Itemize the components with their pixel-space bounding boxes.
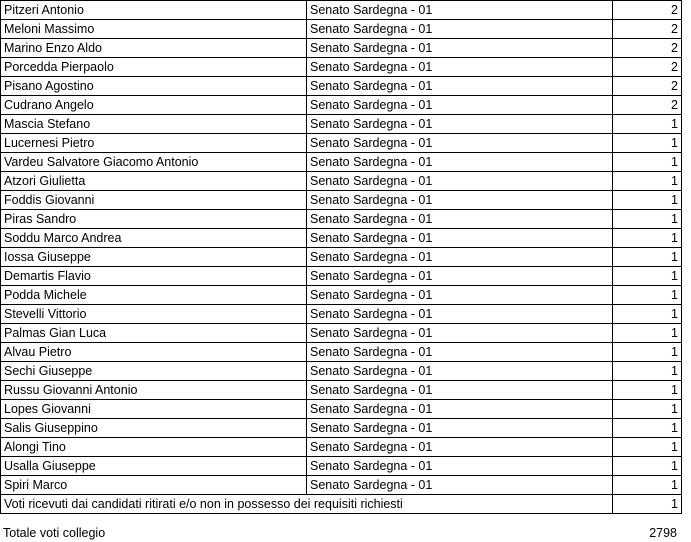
- candidate-name: Lucernesi Pietro: [1, 134, 307, 153]
- candidate-name: Pisano Agostino: [1, 77, 307, 96]
- candidate-name: Alongi Tino: [1, 438, 307, 457]
- table-row: [1, 286, 682, 305]
- collegio-name: Senato Sardegna - 01: [307, 267, 613, 286]
- collegio-name: Senato Sardegna - 01: [307, 96, 613, 115]
- vote-count: 2: [613, 77, 682, 96]
- table-row: [1, 457, 682, 476]
- collegio-name: Senato Sardegna - 01: [307, 20, 613, 39]
- candidate-name: Pitzeri Antonio: [1, 1, 307, 20]
- collegio-name: Senato Sardegna - 01: [307, 286, 613, 305]
- table-row: [1, 343, 682, 362]
- vote-count: 1: [613, 172, 682, 191]
- vote-count: 2: [613, 96, 682, 115]
- vote-count: 1: [613, 267, 682, 286]
- candidate-name: Marino Enzo Aldo: [1, 39, 307, 58]
- candidate-name: Alvau Pietro: [1, 343, 307, 362]
- vote-count: 1: [613, 400, 682, 419]
- vote-count: 1: [613, 305, 682, 324]
- table-row: [1, 77, 682, 96]
- collegio-name: Senato Sardegna - 01: [307, 172, 613, 191]
- candidate-name: Lopes Giovanni: [1, 400, 307, 419]
- collegio-name: Senato Sardegna - 01: [307, 134, 613, 153]
- table-row: [1, 248, 682, 267]
- collegio-name: Senato Sardegna - 01: [307, 115, 613, 134]
- candidate-name: Porcedda Pierpaolo: [1, 58, 307, 77]
- table-row: [1, 20, 682, 39]
- total-label: Totale voti collegio: [3, 526, 106, 540]
- table-row: [1, 305, 682, 324]
- table-row: [1, 115, 682, 134]
- collegio-name: Senato Sardegna - 01: [307, 77, 613, 96]
- vote-count: 1: [613, 381, 682, 400]
- table-row: [1, 210, 682, 229]
- vote-count: 1: [613, 438, 682, 457]
- table-row: [1, 172, 682, 191]
- collegio-name: Senato Sardegna - 01: [307, 210, 613, 229]
- vote-count: 1: [613, 476, 682, 495]
- candidate-name: Atzori Giulietta: [1, 172, 307, 191]
- collegio-name: Senato Sardegna - 01: [307, 400, 613, 419]
- candidate-name: Sechi Giuseppe: [1, 362, 307, 381]
- vote-count: 1: [613, 343, 682, 362]
- collegio-name: Senato Sardegna - 01: [307, 248, 613, 267]
- candidate-name: Demartis Flavio: [1, 267, 307, 286]
- table-row: [1, 438, 682, 457]
- vote-count: 2: [613, 39, 682, 58]
- vote-count: 2: [613, 20, 682, 39]
- candidate-name: Cudrano Angelo: [1, 96, 307, 115]
- table-row: [1, 267, 682, 286]
- vote-count: 1: [613, 286, 682, 305]
- vote-count: 1: [613, 248, 682, 267]
- candidate-name: Meloni Massimo: [1, 20, 307, 39]
- collegio-name: Senato Sardegna - 01: [307, 39, 613, 58]
- candidate-name: Usalla Giuseppe: [1, 457, 307, 476]
- table-row: [1, 324, 682, 343]
- collegio-name: Senato Sardegna - 01: [307, 153, 613, 172]
- vote-count: 1: [613, 134, 682, 153]
- total-row: [0, 524, 681, 542]
- vote-count: 1: [613, 457, 682, 476]
- table-row: [1, 153, 682, 172]
- withdrawn-candidates-label: Voti ricevuti dai candidati ritirati e/o non in possesso dei requisiti richiesti: [1, 495, 613, 514]
- table-row: [1, 400, 682, 419]
- vote-count: 1: [613, 324, 682, 343]
- vote-table-body: [1, 1, 682, 514]
- vote-count: 1: [613, 115, 682, 134]
- candidate-name: Stevelli Vittorio: [1, 305, 307, 324]
- candidate-name: Iossa Giuseppe: [1, 248, 307, 267]
- candidate-name: Palmas Gian Luca: [1, 324, 307, 343]
- table-row: [1, 134, 682, 153]
- table-row: [1, 191, 682, 210]
- vote-count: 1: [613, 210, 682, 229]
- collegio-name: Senato Sardegna - 01: [307, 362, 613, 381]
- collegio-name: Senato Sardegna - 01: [307, 1, 613, 20]
- collegio-name: Senato Sardegna - 01: [307, 419, 613, 438]
- collegio-name: Senato Sardegna - 01: [307, 58, 613, 77]
- withdrawn-candidates-row: [1, 495, 682, 514]
- candidate-name: Spiri Marco: [1, 476, 307, 495]
- candidate-name: Piras Sandro: [1, 210, 307, 229]
- vote-count: 2: [613, 58, 682, 77]
- collegio-name: Senato Sardegna - 01: [307, 381, 613, 400]
- collegio-name: Senato Sardegna - 01: [307, 438, 613, 457]
- vote-count: 1: [613, 362, 682, 381]
- vote-count: 1: [613, 153, 682, 172]
- candidate-name: Mascia Stefano: [1, 115, 307, 134]
- vote-count: 2: [613, 1, 682, 20]
- table-row: [1, 419, 682, 438]
- collegio-name: Senato Sardegna - 01: [307, 457, 613, 476]
- candidate-name: Foddis Giovanni: [1, 191, 307, 210]
- total-value: 2798: [649, 526, 677, 540]
- collegio-name: Senato Sardegna - 01: [307, 476, 613, 495]
- collegio-name: Senato Sardegna - 01: [307, 229, 613, 248]
- table-row: [1, 58, 682, 77]
- withdrawn-candidates-votes: 1: [613, 495, 682, 514]
- candidate-name: Salis Giuseppino: [1, 419, 307, 438]
- table-row: [1, 96, 682, 115]
- vote-count: 1: [613, 229, 682, 248]
- collegio-name: Senato Sardegna - 01: [307, 343, 613, 362]
- table-row: [1, 39, 682, 58]
- table-row: [1, 229, 682, 248]
- candidate-name: Russu Giovanni Antonio: [1, 381, 307, 400]
- candidate-name: Vardeu Salvatore Giacomo Antonio: [1, 153, 307, 172]
- table-row: [1, 476, 682, 495]
- candidate-name: Podda Michele: [1, 286, 307, 305]
- vote-count: 1: [613, 191, 682, 210]
- vote-count: 1: [613, 419, 682, 438]
- table-row: [1, 362, 682, 381]
- candidate-name: Soddu Marco Andrea: [1, 229, 307, 248]
- collegio-name: Senato Sardegna - 01: [307, 191, 613, 210]
- collegio-name: Senato Sardegna - 01: [307, 324, 613, 343]
- collegio-name: Senato Sardegna - 01: [307, 305, 613, 324]
- table-row: [1, 381, 682, 400]
- table-row: [1, 1, 682, 20]
